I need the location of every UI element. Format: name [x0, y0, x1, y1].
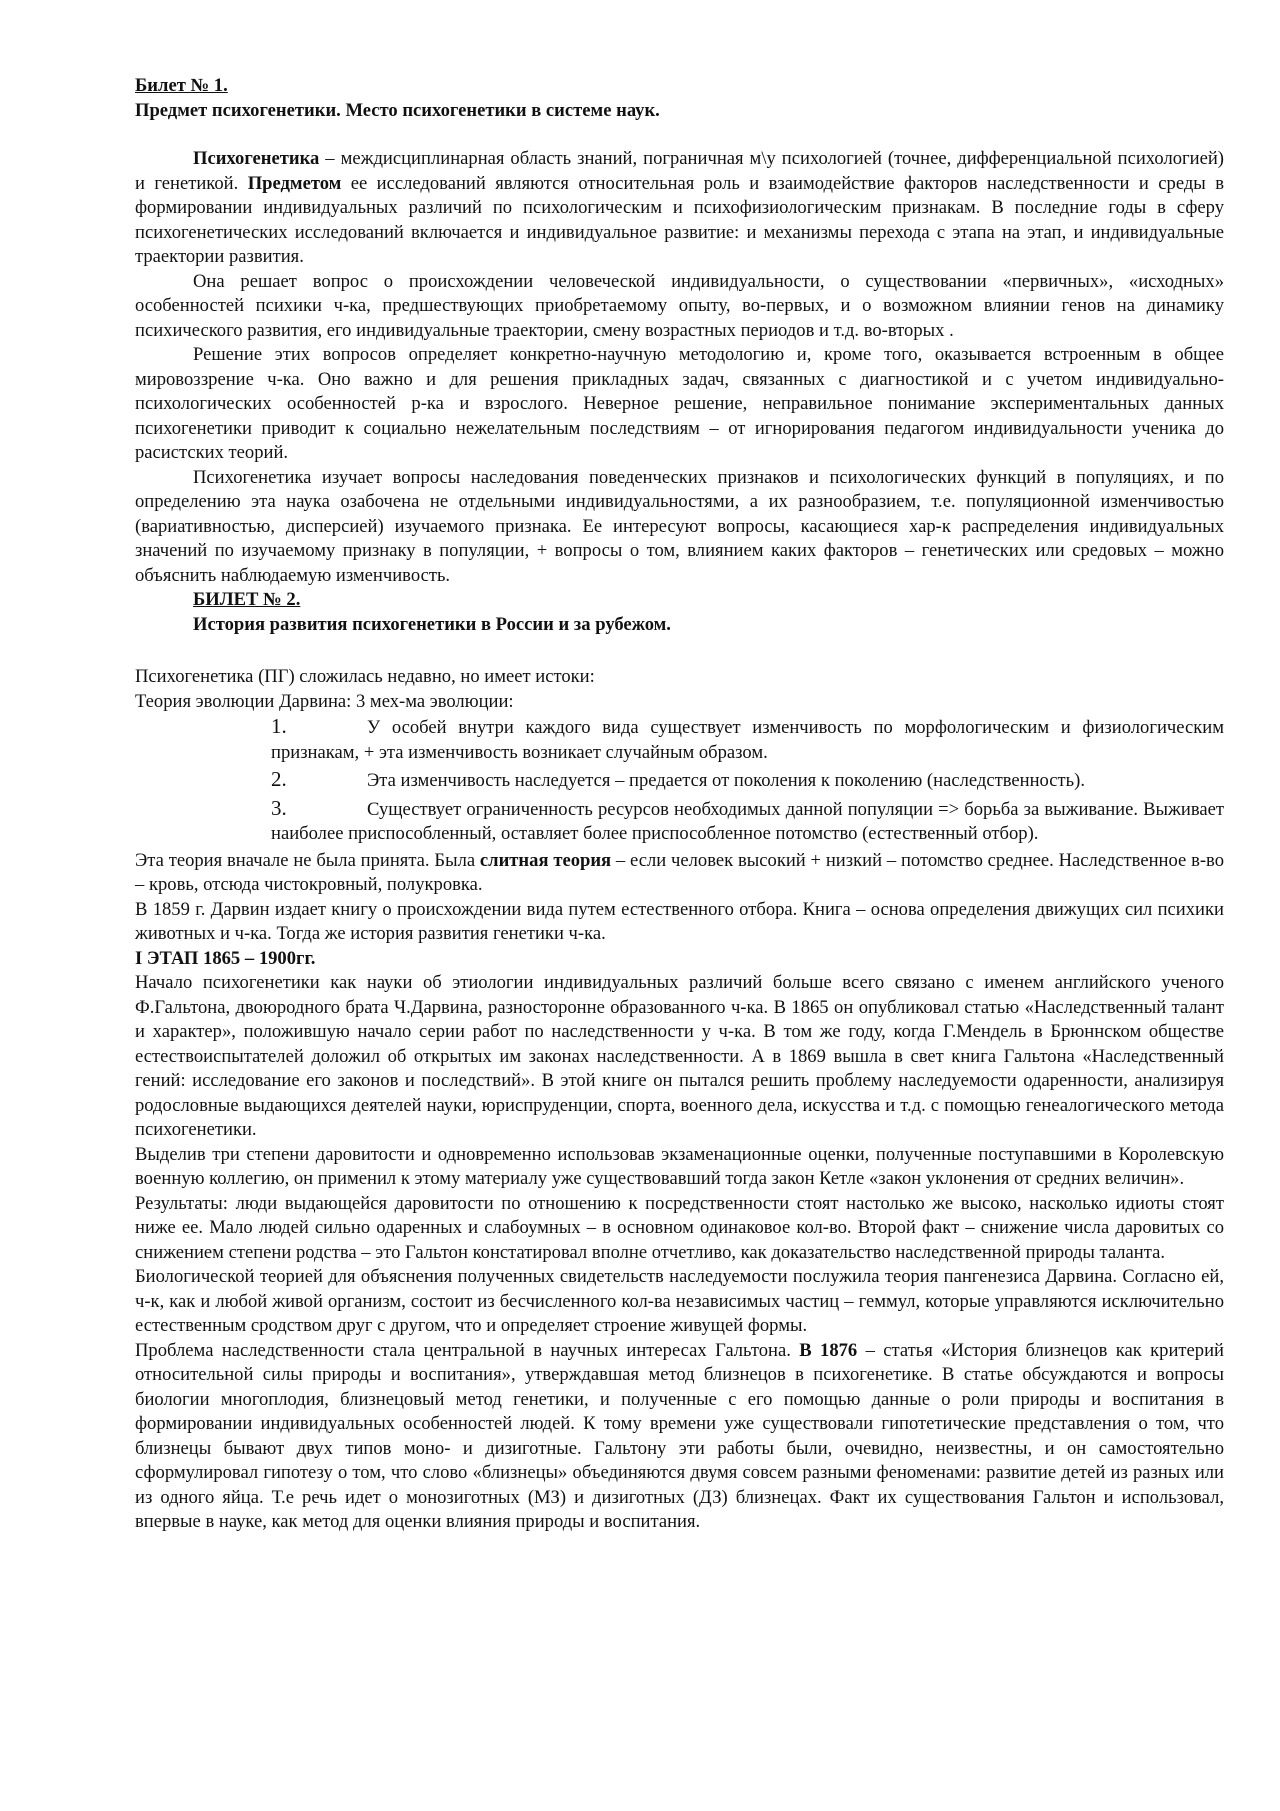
ticket2-intro-2: Теория эволюции Дарвина: 3 мех-ма эволюции:	[135, 690, 514, 712]
ticket1-subtitle: Предмет психогенетики. Место психогенетики в системе наук.	[135, 99, 660, 121]
ticket2-paragraph-8: Выделив три степени даровитости и одновременно использовав экзаменационные оценки, полученные поступавшими в Королевскую военную коллегию, он применил к этому материалу уже существовавший тогда закон Кетле «закон уклонения от средних величин».	[135, 1143, 1224, 1189]
list-item	[135, 796, 1224, 847]
list-number: 1.	[271, 714, 287, 738]
ticket2-title: БИЛЕТ № 2.	[193, 589, 301, 610]
list-item-text: Существует ограниченность ресурсов необходимых данной популяции => борьба за выживание. Выживает наиболее приспособленный, оставляет более приспособленное потомство (естественный отбор).	[271, 798, 1224, 844]
ticket1-paragraph-4: Психогенетика изучает вопросы наследования поведенческих признаков и психологических функций в популяциях, и по определению эта наука озабочена не отдельными индивидуальностями, а их разнообразием, т.е. популяционной изменчивостью (вариативностью, дисперсией) изучаемого признака. Ее интересуют вопросы, касающиеся хар-к распределения индивидуальных значений по изучаемому признаку в популяции, + вопросы о том, влиянием каких факторов – генетических или средовых – можно объяснить наблюдаемую изменчивость.	[135, 466, 1224, 586]
ticket2-paragraph-9: Результаты: люди выдающейся даровитости по отношению к посредственности стоят настолько же высоко, насколько идиоты стоят ниже ее. Мало людей сильно одаренных и слабоумных – в основном одинаковое кол-во. Второй факт – снижение числа даровитых со снижением степени родства – это Гальтон констатировал вполне отчетливо, как доказательство наследственной природы таланта.	[135, 1192, 1224, 1263]
ticket1-paragraph-2: Она решает вопрос о происхождении человеческой индивидуальности, о существовании «первичных», «исходных» особенностей психики ч-ка, предшествующих приобретаемому опыту, во-первых, и о возможном влиянии генов на динамику психического развития, его индивидуальные траектории, смену возрастных периодов и т.д. во-вторых .	[135, 270, 1224, 341]
ticket2-paragraph-5	[135, 849, 1224, 898]
ticket1-paragraph-1	[135, 147, 1224, 270]
paragraph-text: ее исследований являются относительная роль и взаимодействие факторов наследственности и среды в формировании индивидуальных различий по психологическим и психофизиологическим признакам. В последние годы в сферу психогенетических исследований включается и индивидуальное развитие: и механизмы перехода с этапа на этап, и индивидуальные траектории развития.	[135, 172, 1224, 267]
term-blended-theory: слитная теория	[479, 849, 612, 871]
list-number: 2.	[271, 767, 287, 791]
ticket2-paragraph-6: В 1859 г. Дарвин издает книгу о происхождении вида путем естественного отбора. Книга – основа определения движущих сил психики животных и ч-ка. Тогда же история развития генетики ч-ка.	[135, 898, 1224, 944]
ticket2-paragraph-11	[135, 1339, 1224, 1535]
paragraph-text: Эта теория вначале не была принята. Была	[135, 849, 480, 871]
list-item	[135, 767, 1224, 794]
paragraph-text: – статья «История близнецов как критерий относительной силы природы и воспитания», утверждавшая метод близнецов в психогенетике. В статье обсуждаются и вопросы биологии многоплодия, близнецовый метод генетики, и полученные с его помощью данные о роли природы и воспитания в формировании индивидуальных особенностей людей. К тому времени уже существовали гипотетические представления о том, что близнецы бывают двух типов моно- и дизиготные. Гальтону эти работы были, очевидно, неизвестны, и он самостоятельно сформулировал гипотезу о том, что слово «близнецы» объединяются двумя совсем разными феноменами: развитие детей из разных или из одного яйца. Т.е речь идет о монозиготных (МЗ) и дизиготных (ДЗ) близнецах. Факт их существования Гальтон и использовал, впервые в науке, как метод для оценки влияния природы и воспитания.	[135, 1339, 1225, 1532]
paragraph-text: Проблема наследственности стала центральной в научных интересах Гальтона.	[135, 1339, 800, 1361]
list-item-text: У особей внутри каждого вида существует изменчивость по морфологическим и физиологическим признакам, + эта изменчивость возникает случайным образом.	[271, 717, 1224, 763]
document-page	[135, 74, 1224, 1535]
paragraph-text: – если человек высокий + низкий – потомство среднее. Наследственное в-во – кровь, отсюда чистокровный, полукровка.	[135, 849, 1225, 895]
list-number: 3.	[271, 795, 287, 820]
list-item	[135, 714, 1224, 765]
evolution-mechanisms-list	[135, 714, 1224, 847]
ticket1-paragraph-3: Решение этих вопросов определяет конкретно-научную методологию и, кроме того, оказывается встроенным в общее мировоззрение ч-ка. Оно важно и для решения прикладных задач, связанных с диагностикой и с учетом индивидуально-психологических особенностей р-ка и взрослого. Неверное решение, неправильное понимание экспериментальных данных психогенетики приводит к социально нежелательным последствиям – от игнорирования педагогом индивидуальности ученика до расистских теорий.	[135, 344, 1224, 463]
ticket2-intro-1: Психогенетика (ПГ) сложилась недавно, но имеет истоки:	[135, 666, 595, 687]
ticket2-paragraph-7: Начало психогенетики как науки об этиологии индивидуальных различий больше всего связано с именем английского ученого Ф.Гальтона, двоюродного брата Ч.Дарвина, разносторонне образованного ч-ка. В 1865 он опубликовал статью «Наследственный талант и характер», положившую начало серии работ по наследственности у ч-ка. В том же году, когда Г.Мендель в Брюннском обществе естествоиспытателей доложил об открытых им законах наследственности. А в 1869 вышла в свет книга Гальтона «Наследственный гений: исследование его законов и последствий». В этой книге он пытался решить проблему наследуемости одаренности, анализируя родословные выдающихся деятелей науки, юриспруденции, спорта, военного дела, искусства и т.д. с помощью генеалогического метода психогенетики.	[135, 972, 1224, 1140]
ticket2-paragraph-10: Биологической теорией для объяснения полученных свидетельств наследуемости послужила теория пангенезиса Дарвина. Согласно ей, ч-к, как и любой живой организм, состоит из бесчисленного кол-ва независимых частиц – геммул, которые управляются исключительно естественным сродством друг с другом, что и определяет строение живущей формы.	[135, 1266, 1224, 1336]
list-item-text: Эта изменчивость наследуется – предается от поколения к поколению (наследственность).	[367, 770, 1085, 791]
ticket1-title: Билет № 1.	[135, 75, 228, 96]
paragraph-text: – междисциплинарная область знаний, пограничная м\у психологией (точнее, дифференциальной психологией) и генетикой.	[135, 148, 1224, 194]
stage-heading: I ЭТАП 1865 – 1900гг.	[135, 947, 316, 969]
ticket2-subtitle: История развития психогенетики в России и за рубежом.	[193, 613, 671, 635]
term-psychogenetics: Психогенетика	[193, 148, 320, 169]
year-1876: В 1876	[799, 1339, 858, 1361]
term-subject: Предметом	[247, 172, 342, 194]
